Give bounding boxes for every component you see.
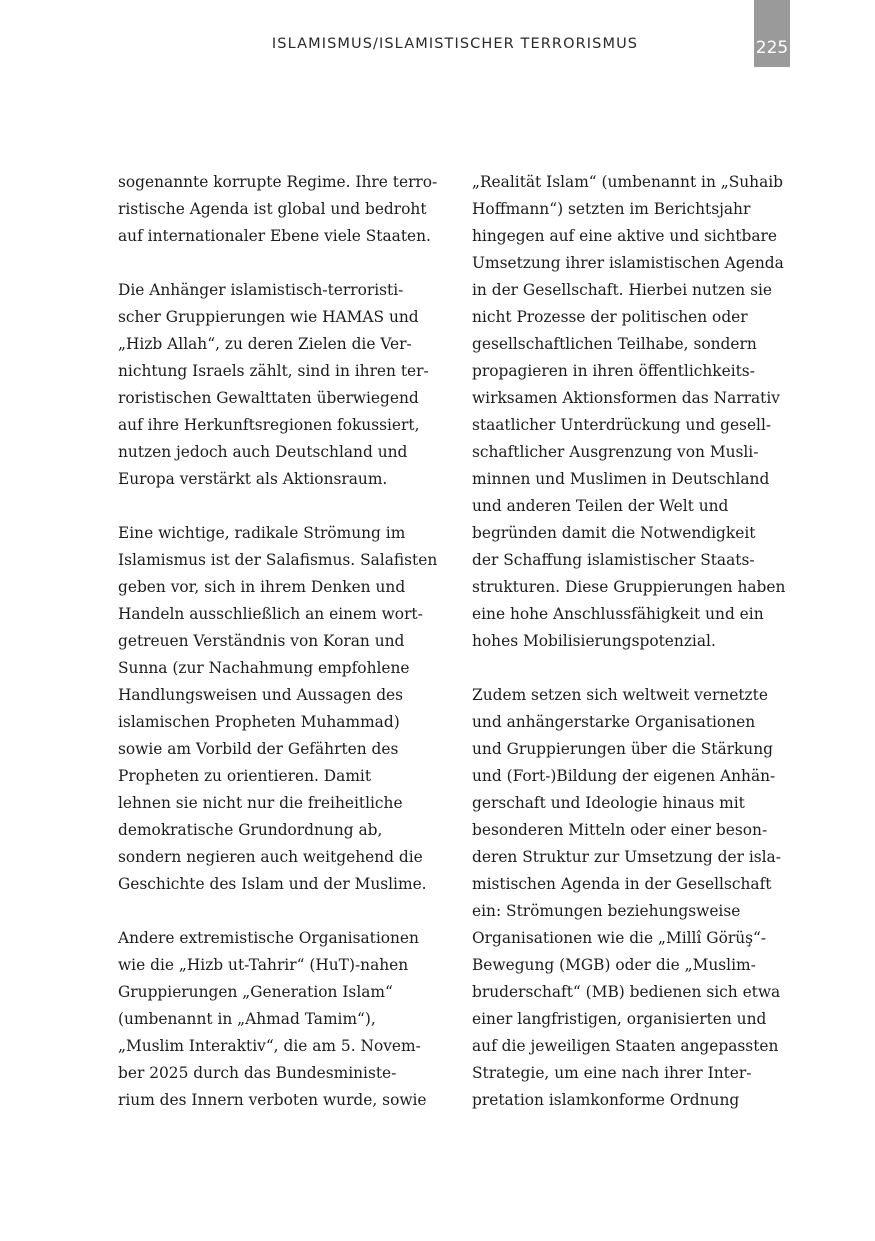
text-line: in der Gesellschaft. Hierbei nutzen sie — [472, 281, 773, 299]
text-line: lehnen sie nicht nur die freiheitliche — [118, 794, 403, 812]
paragraph — [118, 925, 443, 1114]
text-line: Hoffmann“) setzten im Berichtsjahr — [472, 200, 751, 218]
text-line: und Gruppierungen über die Stärkung — [472, 740, 773, 758]
text-line: pretation islamkonforme Ordnung — [472, 1091, 740, 1109]
paragraph — [118, 277, 443, 493]
text-line: ristische Agenda ist global und bedroht — [118, 200, 427, 218]
running-head-title: ISLAMISMUS/ISLAMISTISCHER TERRORISMUS — [271, 36, 639, 52]
text-line: „Hizb Allah“, zu deren Zielen die Ver- — [118, 335, 412, 353]
text-line: roristischen Gewalttaten überwiegend — [118, 389, 419, 407]
text-line: Europa verstärkt als Aktionsraum. — [118, 470, 388, 488]
text-line: ber 2025 durch das Bundesministe- — [118, 1064, 397, 1082]
text-line: (umbenannt in „Ahmad Tamim“), — [118, 1010, 376, 1028]
text-line: und anderen Teilen der Welt und — [472, 497, 729, 515]
page-number: 225 — [755, 38, 789, 58]
text-column-left — [118, 169, 443, 1141]
text-line: auf internationaler Ebene viele Staaten. — [118, 227, 431, 245]
text-line: Organisationen wie die „Millî Görüş“- — [472, 929, 767, 947]
text-column-right — [472, 169, 797, 1141]
text-line: auf ihre Herkunftsregionen fokussiert, — [118, 416, 420, 434]
text-line: deren Struktur zur Umsetzung der isla- — [472, 848, 781, 866]
text-line: strukturen. Diese Gruppierungen haben — [472, 578, 786, 596]
text-line: Geschichte des Islam und der Muslime. — [118, 875, 427, 893]
text-line: nichtung Israels zählt, sind in ihren ter- — [118, 362, 429, 380]
text-line: sowie am Vorbild der Gefährten des — [118, 740, 399, 758]
text-line: „Muslim Interaktiv“, die am 5. Novem- — [118, 1037, 421, 1055]
text-line: bruderschaft“ (MB) bedienen sich etwa — [472, 983, 781, 1001]
text-line: minnen und Muslimen in Deutschland — [472, 470, 770, 488]
text-line: scher Gruppierungen wie HAMAS und — [118, 308, 419, 326]
text-line: und anhängerstarke Organisationen — [472, 713, 756, 731]
text-line: Die Anhänger islamistisch-terroristi- — [118, 281, 404, 299]
text-line: Handeln ausschließlich an einem wort- — [118, 605, 423, 623]
text-line: Bewegung (MGB) oder die „Muslim- — [472, 956, 756, 974]
text-line: geben vor, sich in ihrem Denken und — [118, 578, 406, 596]
text-line: „Realität Islam“ (umbenannt in „Suhaib — [472, 173, 784, 191]
paragraph — [118, 169, 443, 250]
text-line: auf die jeweiligen Staaten angepassten — [472, 1037, 779, 1055]
text-line: der Schaffung islamistischer Staats- — [472, 551, 755, 569]
text-line: nutzen jedoch auch Deutschland und — [118, 443, 408, 461]
text-line: Sunna (zur Nachahmung empfohlene — [118, 659, 410, 677]
text-line: demokratische Grundordnung ab, — [118, 821, 383, 839]
text-line: hohes Mobilisierungspotenzial. — [472, 632, 716, 650]
text-line: ein: Strömungen beziehungsweise — [472, 902, 741, 920]
text-line: mistischen Agenda in der Gesellschaft — [472, 875, 772, 893]
text-line: nicht Prozesse der politischen oder — [472, 308, 748, 326]
text-line: schaftlicher Ausgrenzung von Musli- — [472, 443, 759, 461]
text-line: hingegen auf eine aktive und sichtbare — [472, 227, 777, 245]
text-line: gesellschaftlichen Teilhabe, sondern — [472, 335, 757, 353]
text-line: Propheten zu orientieren. Damit — [118, 767, 372, 785]
text-line: und (Fort-)Bildung der eigenen Anhän- — [472, 767, 776, 785]
text-line: Andere extremistische Organisationen — [118, 929, 419, 947]
text-line: Strategie, um eine nach ihrer Inter- — [472, 1064, 752, 1082]
text-line: sogenannte korrupte Regime. Ihre terro- — [118, 173, 438, 191]
text-line: propagieren in ihren öffentlichkeits- — [472, 362, 755, 380]
text-line: staatlicher Unterdrückung und gesell- — [472, 416, 772, 434]
text-line: wie die „Hizb ut-Tahrir“ (HuT)-nahen — [118, 956, 409, 974]
text-line: Islamismus ist der Salafismus. Salafisten — [118, 551, 438, 569]
text-line: einer langfristigen, organisierten und — [472, 1010, 767, 1028]
text-line: getreuen Verständnis von Koran und — [118, 632, 405, 650]
text-line: gerschaft und Ideologie hinaus mit — [472, 794, 745, 812]
text-line: Umsetzung ihrer islamistischen Agenda — [472, 254, 784, 272]
text-line: begründen damit die Notwendigkeit — [472, 524, 756, 542]
text-line: Handlungsweisen und Aussagen des — [118, 686, 404, 704]
text-line: Zudem setzen sich weltweit vernetzte — [472, 686, 768, 704]
text-line: Eine wichtige, radikale Strömung im — [118, 524, 406, 542]
paragraph — [472, 169, 797, 655]
text-line: besonderen Mitteln oder einer beson- — [472, 821, 768, 839]
text-line: wirksamen Aktionsformen das Narrativ — [472, 389, 780, 407]
text-line: sondern negieren auch weitgehend die — [118, 848, 423, 866]
text-line: rium des Innern verboten wurde, sowie — [118, 1091, 427, 1109]
text-line: eine hohe Anschlussfähigkeit und ein — [472, 605, 764, 623]
paragraph — [472, 682, 797, 1114]
paragraph — [118, 520, 443, 898]
text-line: islamischen Propheten Muhammad) — [118, 713, 400, 731]
page-number-tab — [754, 0, 790, 67]
text-line: Gruppierungen „Generation Islam“ — [118, 983, 393, 1001]
